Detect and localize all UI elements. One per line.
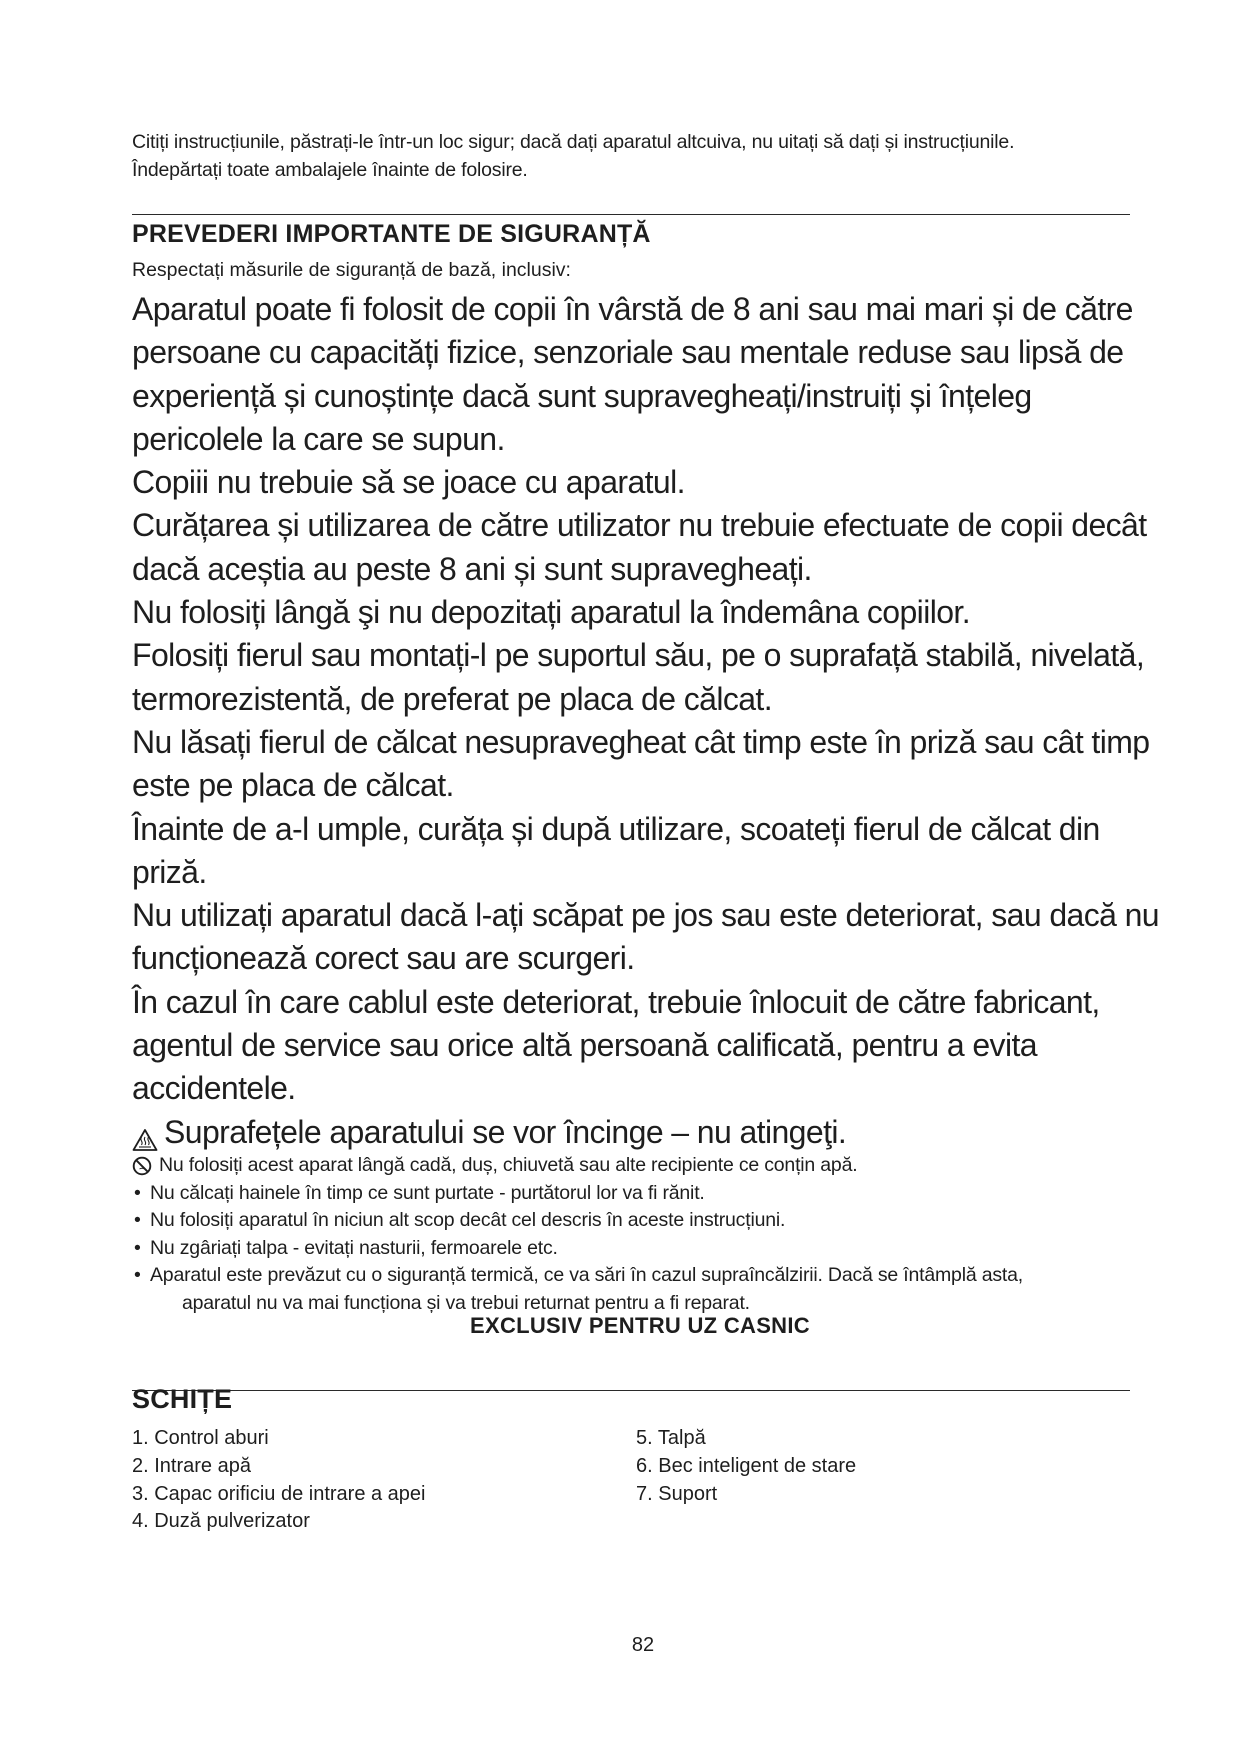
bullet-continuation: aparatul nu va mai funcționa și va trebui returnat pentru a fi reparat.	[182, 1291, 750, 1314]
hot-surface-warning	[132, 1111, 1132, 1154]
intro-text	[132, 128, 1132, 184]
bullet-text: Nu zgâriați talpa - evitați nasturii, fermoarele etc.	[150, 1236, 558, 1259]
safety-line: Copiii nu trebuie să se joace cu aparatul.	[132, 464, 685, 501]
part-item: 2. Intrare apă	[132, 1454, 251, 1477]
list-item	[132, 1262, 1132, 1290]
part-item: 5. Talpă	[636, 1427, 706, 1449]
safety-line: termorezistentă, de preferat pe placa de călcat.	[132, 680, 773, 717]
bullet-dot: •	[134, 1236, 141, 1259]
safety-line: Folosiți fierul sau montați-l pe suportul său, pe o suprafață stabilă, nivelată,	[132, 637, 1145, 674]
bullet-text: Nu călcați hainele în timp ce sunt purtate - purtătorul lor va fi rănit.	[150, 1181, 705, 1204]
no-water-prohibition-icon	[132, 1156, 152, 1176]
safety-line: persoane cu capacități fizice, senzoriale sau mentale reduse sau lipsă de	[132, 334, 1124, 371]
list-item	[132, 1207, 1132, 1235]
safety-line: În cazul în care cablul este deteriorat, trebuie înlocuit de către fabricant,	[132, 983, 1100, 1020]
safety-line: Nu folosiți lângă şi nu depozitați aparatul la îndemâna copiilor.	[132, 594, 970, 631]
safety-heading: PREVEDERI IMPORTANTE DE SIGURANȚĂ	[132, 220, 651, 248]
safety-line: accidentele.	[132, 1070, 296, 1107]
no-water-warning-text: Nu folosiți acest aparat lângă cadă, duș, chiuvetă sau alte recipiente ce conțin apă.	[159, 1154, 858, 1176]
safety-subtext: Respectați măsurile de siguranță de bază, inclusiv:	[132, 259, 571, 281]
safety-line: Nu utilizați aparatul dacă l-ați scăpat pe jos sau este deteriorat, sau dacă nu	[132, 897, 1160, 934]
safety-line: agentul de service sau orice altă persoană calificată, pentru a evita	[132, 1027, 1037, 1064]
bullet-dot: •	[134, 1209, 141, 1232]
bullet-text: Aparatul este prevăzut cu o siguranță termică, ce va sări în cazul supraîncălzirii. Dacă se întâmplă asta,	[150, 1264, 1023, 1287]
part-item: 7. Suport	[636, 1482, 718, 1505]
bullet-dot: •	[134, 1264, 141, 1287]
safety-line: Curățarea și utilizarea de către utilizator nu trebuie efectuate de copii decât	[132, 507, 1147, 544]
part-item: 4. Duză pulverizator	[132, 1510, 310, 1533]
intro-line-2: Îndepărtați toate ambalajele înainte de folosire.	[132, 159, 528, 181]
manual-page	[132, 0, 1160, 1754]
part-item: 3. Capac orificiu de intrare a apei	[132, 1482, 426, 1505]
bullet-text: Nu folosiți aparatul în niciun alt scop decât cel descris în aceste instrucțiuni.	[150, 1209, 786, 1232]
bullet-dot: •	[134, 1181, 141, 1204]
hot-surface-warning-text: Suprafețele aparatului se vor încinge – nu atingeţi.	[164, 1113, 847, 1150]
part-item: 1. Control aburi	[132, 1427, 269, 1449]
hot-surface-warning-icon	[132, 1120, 158, 1144]
safety-line: Aparatul poate fi folosit de copii în vârstă de 8 ani sau mai mari și de către	[132, 291, 1133, 327]
safety-instructions	[132, 288, 1160, 1154]
list-item	[132, 1235, 1132, 1263]
sketches-heading: SCHIȚE	[132, 1384, 233, 1414]
safety-line: priză.	[132, 853, 207, 890]
safety-bullet-list	[132, 1152, 1132, 1318]
household-use-notice: EXCLUSIV PENTRU UZ CASNIC	[470, 1313, 810, 1338]
safety-line: experiență și cunoștințe dacă sunt supravegheați/instruiți și înțeleg	[132, 377, 1032, 414]
page-number: 82	[631, 1634, 655, 1656]
safety-line: este pe placa de călcat.	[132, 767, 454, 804]
list-item	[132, 1180, 1132, 1208]
safety-line: Înainte de a-l umple, curăța și după utilizare, scoateți fierul de călcat din	[132, 810, 1100, 847]
part-item: 6. Bec inteligent de stare	[636, 1454, 857, 1477]
intro-line-1: Citiți instrucțiunile, păstrați-le într-un loc sigur; dacă dați aparatul altcuiva, nu uitați să dați și instrucțiunile.	[132, 131, 1015, 153]
safety-line: dacă aceștia au peste 8 ani și sunt supravegheați.	[132, 550, 812, 587]
section-divider	[132, 1390, 1130, 1391]
parts-column-left	[132, 1425, 426, 1536]
safety-line: funcționează corect sau are scurgeri.	[132, 940, 635, 977]
parts-column-right	[636, 1425, 856, 1508]
section-divider	[132, 214, 1130, 215]
safety-line: pericolele la care se supun.	[132, 420, 505, 457]
no-water-warning	[132, 1152, 1132, 1180]
safety-line: Nu lăsați fierul de călcat nesupravegheat cât timp este în priză sau cât timp	[132, 723, 1150, 760]
